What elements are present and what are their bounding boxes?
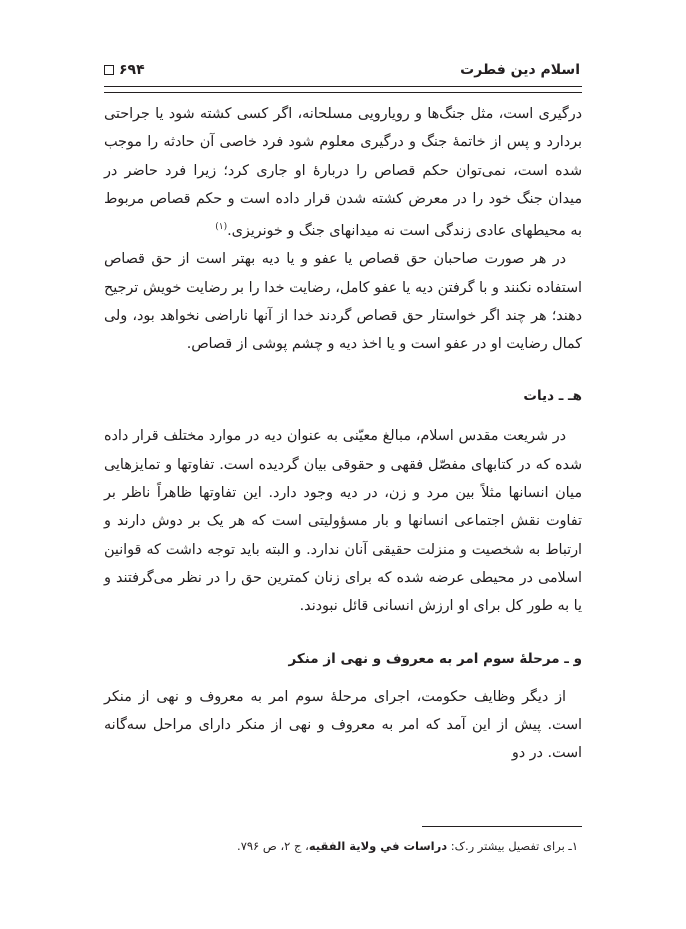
square-bullet-icon <box>104 65 114 75</box>
running-title: اسلام دین فطرت <box>460 62 580 78</box>
footnote <box>237 839 578 853</box>
paragraph-4: از دیگر وظایف حکومت، اجرای مرحلهٔ سوم امر به معروف و نهی از منکر است. پیش از این آمد که امر به معروف و نهی از منکر دارای مراحل سه‌گانه است. در دو <box>104 688 582 762</box>
paragraph-1-text: درگیری است، مثل جنگ‌ها و رویارویی مسلحانه، اگر کسی کشته شود یا جراحتی بردارد و پس از خاتمهٔ جنگ و درگیری معلوم شود فرد خاصی آن حادثه را موجب شده است، نمی‌توان حکم قصاص را دربارهٔ او جاری کرد؛ زیرا فرد حاضر در میدان جنگ خود را در معرض کشته شدن قرار داده است و حکم قصاص مربوط به محیطهای عادی زندگی است نه میدانهای جنگ و خونریزی. <box>104 106 582 239</box>
header-double-rule <box>104 92 582 93</box>
paragraph-3: در شریعت مقدس اسلام، مبالغ معیّنی به عنوان دیه در موارد مختلف قرار داده شده که در کتابهای مفصّل فقهی و حقوقی بیان گردیده است. تفاوتها و تمایزهایی میان انسانها مثلاً بین مرد و زن، در دیه وجود دارد. این تفاوتها ظاهراً ناظر بر تفاوت نقش اجتماعی انسانها و بار مسؤولیتی است که هر یک بر دوش دارند و ارتباط به شخصیت و منزلت حقیقی آنان ندارد. و البته باید توجه داشت که قوانین اسلامی در محیطی عرضه شده که برای زنان کمترین حق را در نظر می‌گرفتند و یا به طور کل برای او ارزش انسانی قائل نبودند. <box>104 428 582 615</box>
section-heading-third-stage: و ـ مرحلهٔ سوم امر به معروف و نهی از منکر <box>288 650 582 667</box>
footnote-suffix: ، ج ۲، ص ۷۹۶. <box>237 839 309 853</box>
page-number: ۶۹۴ <box>119 62 145 78</box>
footnote-separator <box>422 826 582 827</box>
footnote-book-title: دراسات في ولاية الفقيه <box>308 839 448 853</box>
page-body <box>104 100 582 767</box>
paragraph-2: در هر صورت صاحبان حق قصاص یا عفو و یا دیه بهتر است از حق قصاص استفاده نکنند و با گرفتن دیه یا عفو کامل، رضایت خدا را بر رضایت خویش ترجیح دهند؛ هر چند اگر خواستار حق قصاص گردند خدا از آنها ناراضی نخواهد بود، ولی کمال رضایت او در عفو است و یا اخذ دیه و چشم پوشی از قصاص. <box>104 251 582 353</box>
paragraph-1 <box>104 100 582 245</box>
footnote-reference: (۱) <box>215 222 228 233</box>
page-number-group <box>104 62 145 78</box>
book-page <box>104 60 582 910</box>
section-heading-diyat: هـ ـ دیات <box>523 388 582 405</box>
page-header <box>104 60 582 87</box>
footnote-prefix: ۱ـ برای تفصیل بیشتر ر.ک: <box>447 839 578 853</box>
